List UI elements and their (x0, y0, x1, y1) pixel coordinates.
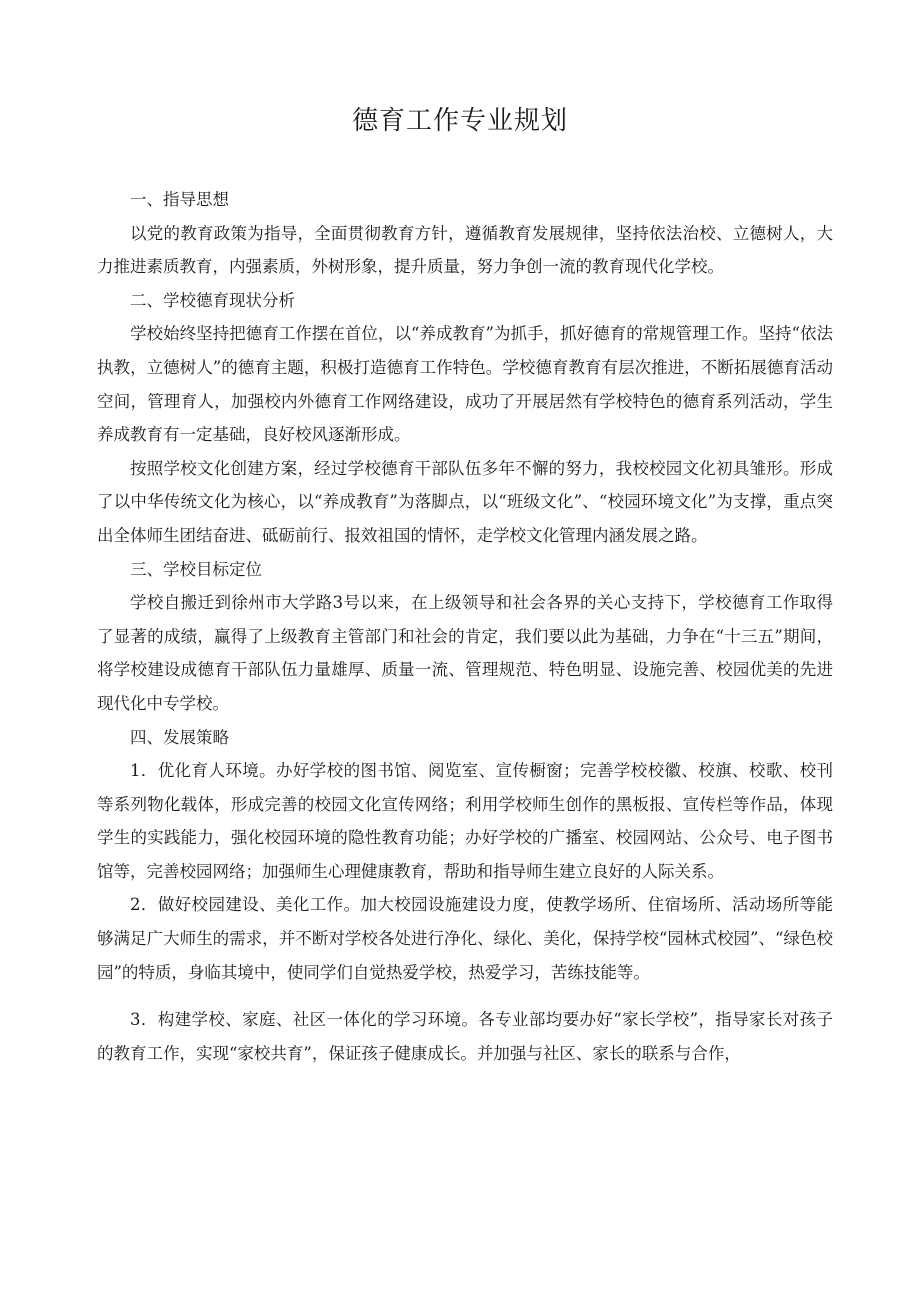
section-heading: 四、发展策略 (130, 727, 229, 747)
paragraph: 3．构建学校、家庭、社区一体化的学习环境。各专业部均要办好“家长学校”，指导家长对孩子的教育工作，实现“家校共育”，保证孩子健康成长。并加强与社区、家长的联系与合作， (97, 1010, 833, 1063)
paragraph: 2．做好校园建设、美化工作。加大校园设施建设力度，使教学场所、住宿场所、活动场所等能够满足广大师生的需求，并不断对学校各处进行净化、绿化、美化，保持学校“园林式校园”、“绿色校园”的特质，身临其境中，使同学们自觉热爱学校，热爱学习，苦练技能等。 (97, 895, 833, 982)
paragraph: 学校始终坚持把德育工作摆在首位，以“养成教育”为抓手，抓好德育的常规管理工作。坚持“依法执教，立德树人”的德育主题，积极打造德育工作特色。学校德育教育有层次推进，不断拓展德育活动空间，管理育人，加强校内外德育工作网络建设，成功了开展居然有学校特色的德育系列活动，学生养成教育有一定基础，良好校风逐渐形成。 (97, 324, 833, 445)
paragraph: 学校自搬迁到徐州市大学路3号以来，在上级领导和社会各界的关心支持下，学校德育工作取得了显著的成绩，赢得了上级教育主管部门和社会的肯定，我们要以此为基础，力争在“十三五”期间，将学校建设成德育干部队伍力量雄厚、质量一流、管理规范、特色明显、设施完善、校园优美的先进现代化中专学校。 (97, 593, 833, 713)
section-heading: 一、指导思想 (130, 190, 229, 209)
section-heading: 三、学校目标定位 (130, 559, 262, 579)
spacer (97, 989, 833, 1003)
paragraph: 1．优化育人环境。办好学校的图书馆、阅览室、宣传橱窗；完善学校校徽、校旗、校歌、校刊等系列物化载体，形成完善的校园文化宣传网络；利用学校师生创作的黑板报、宣传栏等作品，体现学生的实践能力，强化校园环境的隐性教育功能；办好学校的广播室、校园网站、公众号、电子图书馆等，完善校园网络；加强师生心理健康教育，帮助和指导师生建立良好的人际关系。 (97, 761, 833, 881)
document-body (97, 183, 833, 1070)
paragraph: 按照学校文化创建方案，经过学校德育干部队伍多年不懈的努力，我校校园文化初具雏形。形成了以中华传统文化为核心，以“养成教育”为落脚点，以“班级文化”、“校园环境文化”为支撑，重点突出全体师生团结奋进、砥砺前行、报效祖国的情怀，走学校文化管理内涵发展之路。 (97, 458, 833, 545)
document-title: 德育工作专业规划 (351, 106, 568, 136)
section-heading: 二、学校德育现状分析 (130, 290, 295, 310)
paragraph: 以党的教育政策为指导，全面贯彻教育方针，遵循教育发展规律，坚持依法治校、立德树人，大力推进素质教育，内强素质，外树形象，提升质量，努力争创一流的教育现代化学校。 (97, 223, 833, 277)
